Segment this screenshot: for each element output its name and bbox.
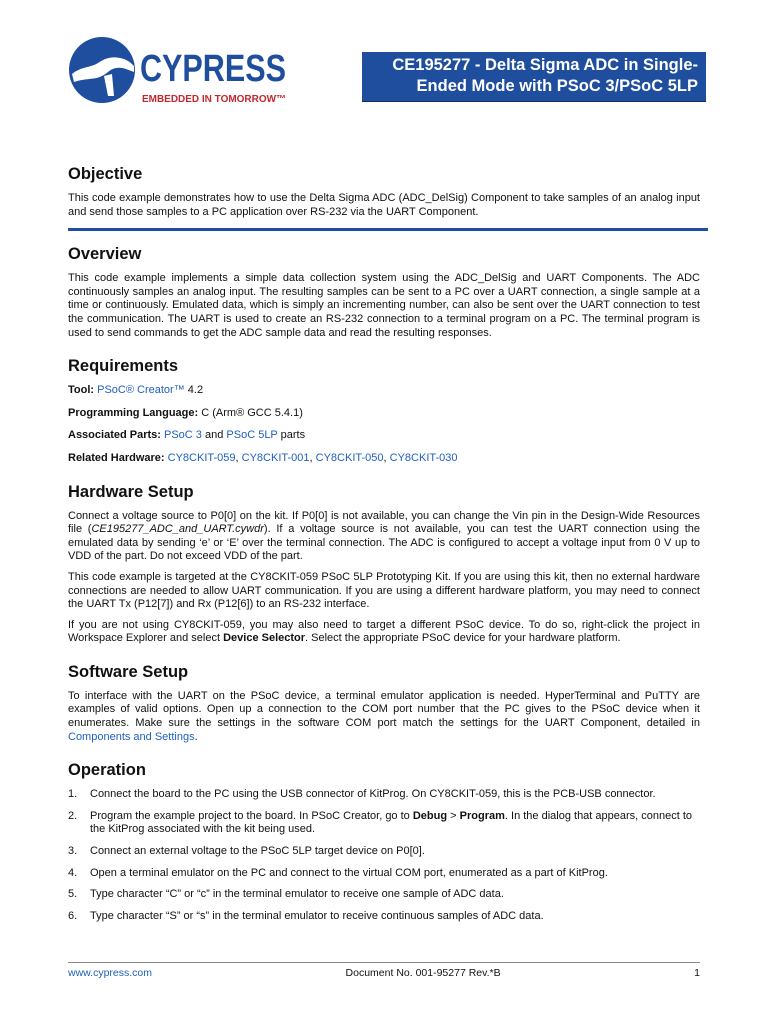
step-text: Open a terminal emulator on the PC and connect to the virtual COM port, enumerated as a part of KitProg. [90,866,608,879]
objective-section [68,165,700,219]
sw-text: To interface with the UART on the PSoC device, a terminal emulator application is needed. HyperTerminal and PuTTY are examples of valid options. Open up a connection to the COM port number that the PC gives to the PSoC device when it enumerates. Make sure the settings in the software COM port match the settings for the UART Component, detailed in [68,689,700,730]
req-tool [68,384,700,398]
hardware-setup-p2: This code example is targeted at the CY8CKIT-059 PSoC 5LP Prototyping Kit. If you are using this kit, then no external hardware connections are needed to allow UART communication. If you are using a different hardware platform, you may need to connect the UART Tx (P12[7]) and Rx (P12[6]) to an RS-232 interface. [68,570,700,611]
cy8ckit-001-link[interactable]: CY8CKIT-001 [241,451,310,464]
step-number: 3. [68,845,78,858]
debug-menu-label: Debug [412,809,448,822]
hardware-setup-p1 [68,510,700,564]
step-number: 5. [68,888,78,901]
operation-section [68,761,700,923]
hardware-setup-p3 [68,619,700,646]
step-text: Connect the board to the PC using the USB connector of KitProg. On CY8CKIT-059, this is the PCB-USB connector. [90,788,656,801]
req-hw-label: Related Hardware: [68,451,165,464]
overview-heading: Overview [68,245,142,264]
operation-heading: Operation [68,761,146,780]
list-item [68,810,700,837]
cy8ckit-059-link[interactable]: CY8CKIT-059 [167,451,236,464]
logo-wordmark: CYPRESS [140,48,286,90]
title-banner [362,52,706,102]
objective-text: This code example demonstrates how to use the Delta Sigma ADC (ADC_DelSig) Component to take samples of an analog input and send those samples to a PC application over RS-232 via the UART Component. [68,192,700,218]
req-tool-label: Tool: [68,384,95,397]
cypress-logo [68,36,290,108]
list-item [68,788,700,802]
components-settings-link[interactable]: Components and Settings [68,730,195,743]
program-menu-label: Program [459,809,505,822]
req-parts-suffix: parts [280,429,306,442]
software-setup-heading: Software Setup [68,662,189,681]
step-text-end: . In the dialog that appears, connect to the KitProg associated with the kit being used. [90,809,693,836]
psoc3-link[interactable]: PSoC 3 [164,429,202,442]
sw-period: . [194,730,198,743]
psoc-creator-link[interactable]: PSoC® Creator™ [97,384,185,397]
section-divider [68,228,708,231]
req-language [68,407,700,421]
overview-text: This code example implements a simple data collection system using the ADC_DelSig and UART Components. The ADC continuously samples an analog input. The resulting samples can be sent to a PC over a UART connection, a single sample at a time or continuously. Emulated data, which is simply an incrementing number, can also be sent over the UART connection to test the communication. The UART is used to create an RS-232 connection to a terminal program on a PC. The terminal program is used to send commands to get the ADC sample data and read the resulting responses. [68,272,700,339]
hw-p3-start: If you are not using CY8CKIT-059, you may also need to target a different PSoC device. To do so, right-click the project in Workspace Explorer and select [68,618,700,645]
software-setup-text [68,690,700,744]
hw-p1-start: Connect a voltage source to P0[0] on the kit. If P0[0] is not available, you can change the Vin pin in the Design-Wide Resources file ( [68,509,700,536]
software-setup-section [68,663,700,744]
cywdr-filename: CE195277_ADC_and_UART.cywdr [91,523,264,536]
operation-steps [68,788,700,923]
logo-tagline: EMBEDDED IN TOMORROW™ [142,94,286,105]
psoc5lp-link[interactable]: PSoC 5LP [226,429,278,442]
page-footer [68,962,700,979]
requirements-section [68,357,700,465]
req-parts-and: and [204,429,224,442]
step-number: 4. [68,866,78,879]
req-lang-label: Programming Language: [68,406,199,419]
title-line-2: Ended Mode with PSoC 3/PSoC 5LP [416,77,698,95]
list-item [68,910,700,924]
requirements-heading: Requirements [68,357,179,376]
menu-separator: > [450,809,457,822]
req-tool-version: 4.2 [187,384,204,397]
device-selector-label: Device Selector [223,632,306,645]
cypress-website-link[interactable]: www.cypress.com [68,967,153,979]
document-number: Document No. 001-95277 Rev.*B [345,967,501,979]
req-parts-label: Associated Parts: [68,429,161,442]
page-number: 1 [694,967,700,979]
req-parts [68,429,700,443]
objective-heading: Objective [68,165,143,183]
hardware-setup-heading: Hardware Setup [68,482,194,501]
hw-p1-end: ). If a voltage source is not available, you can test the UART connection using the emulated data by sending ‘e’ or ‘E’ over the terminal connection. The ADC is configured to accept a voltage input from 0 V up to VDD of the part. Do not exceed VDD of the part. [68,523,700,563]
step-text: Connect an external voltage to the PSoC 5LP target device on P0[0]. [90,845,425,858]
cy8ckit-030-link[interactable]: CY8CKIT-030 [389,451,458,464]
title-line-1: CE195277 - Delta Sigma ADC in Single- [392,56,698,74]
step-text: Type character “S” or “s” in the terminal emulator to receive continuous samples of ADC data. [90,909,544,922]
req-lang-value: C (Arm® GCC 5.4.1) [201,406,303,419]
list-item [68,888,700,902]
step-text: Program the example project to the board. In PSoC Creator, go to [90,809,410,822]
overview-section [68,245,700,340]
step-number: 6. [68,909,78,922]
step-text: Type character “C” or “c” in the terminal emulator to receive one sample of ADC data. [90,888,504,901]
hardware-setup-section [68,483,700,646]
cy8ckit-050-link[interactable]: CY8CKIT-050 [315,451,384,464]
list-item [68,867,700,881]
list-item [68,845,700,859]
step-number: 2. [68,809,78,822]
document-body [68,165,700,931]
hw-p3-end: . Select the appropriate PSoC device for your hardware platform. [305,632,621,645]
step-number: 1. [68,788,78,801]
req-hardware: Related Hardware: CY8CKIT-059, CY8CKIT-001, CY8CKIT-050, CY8CKIT-030 [68,451,458,464]
